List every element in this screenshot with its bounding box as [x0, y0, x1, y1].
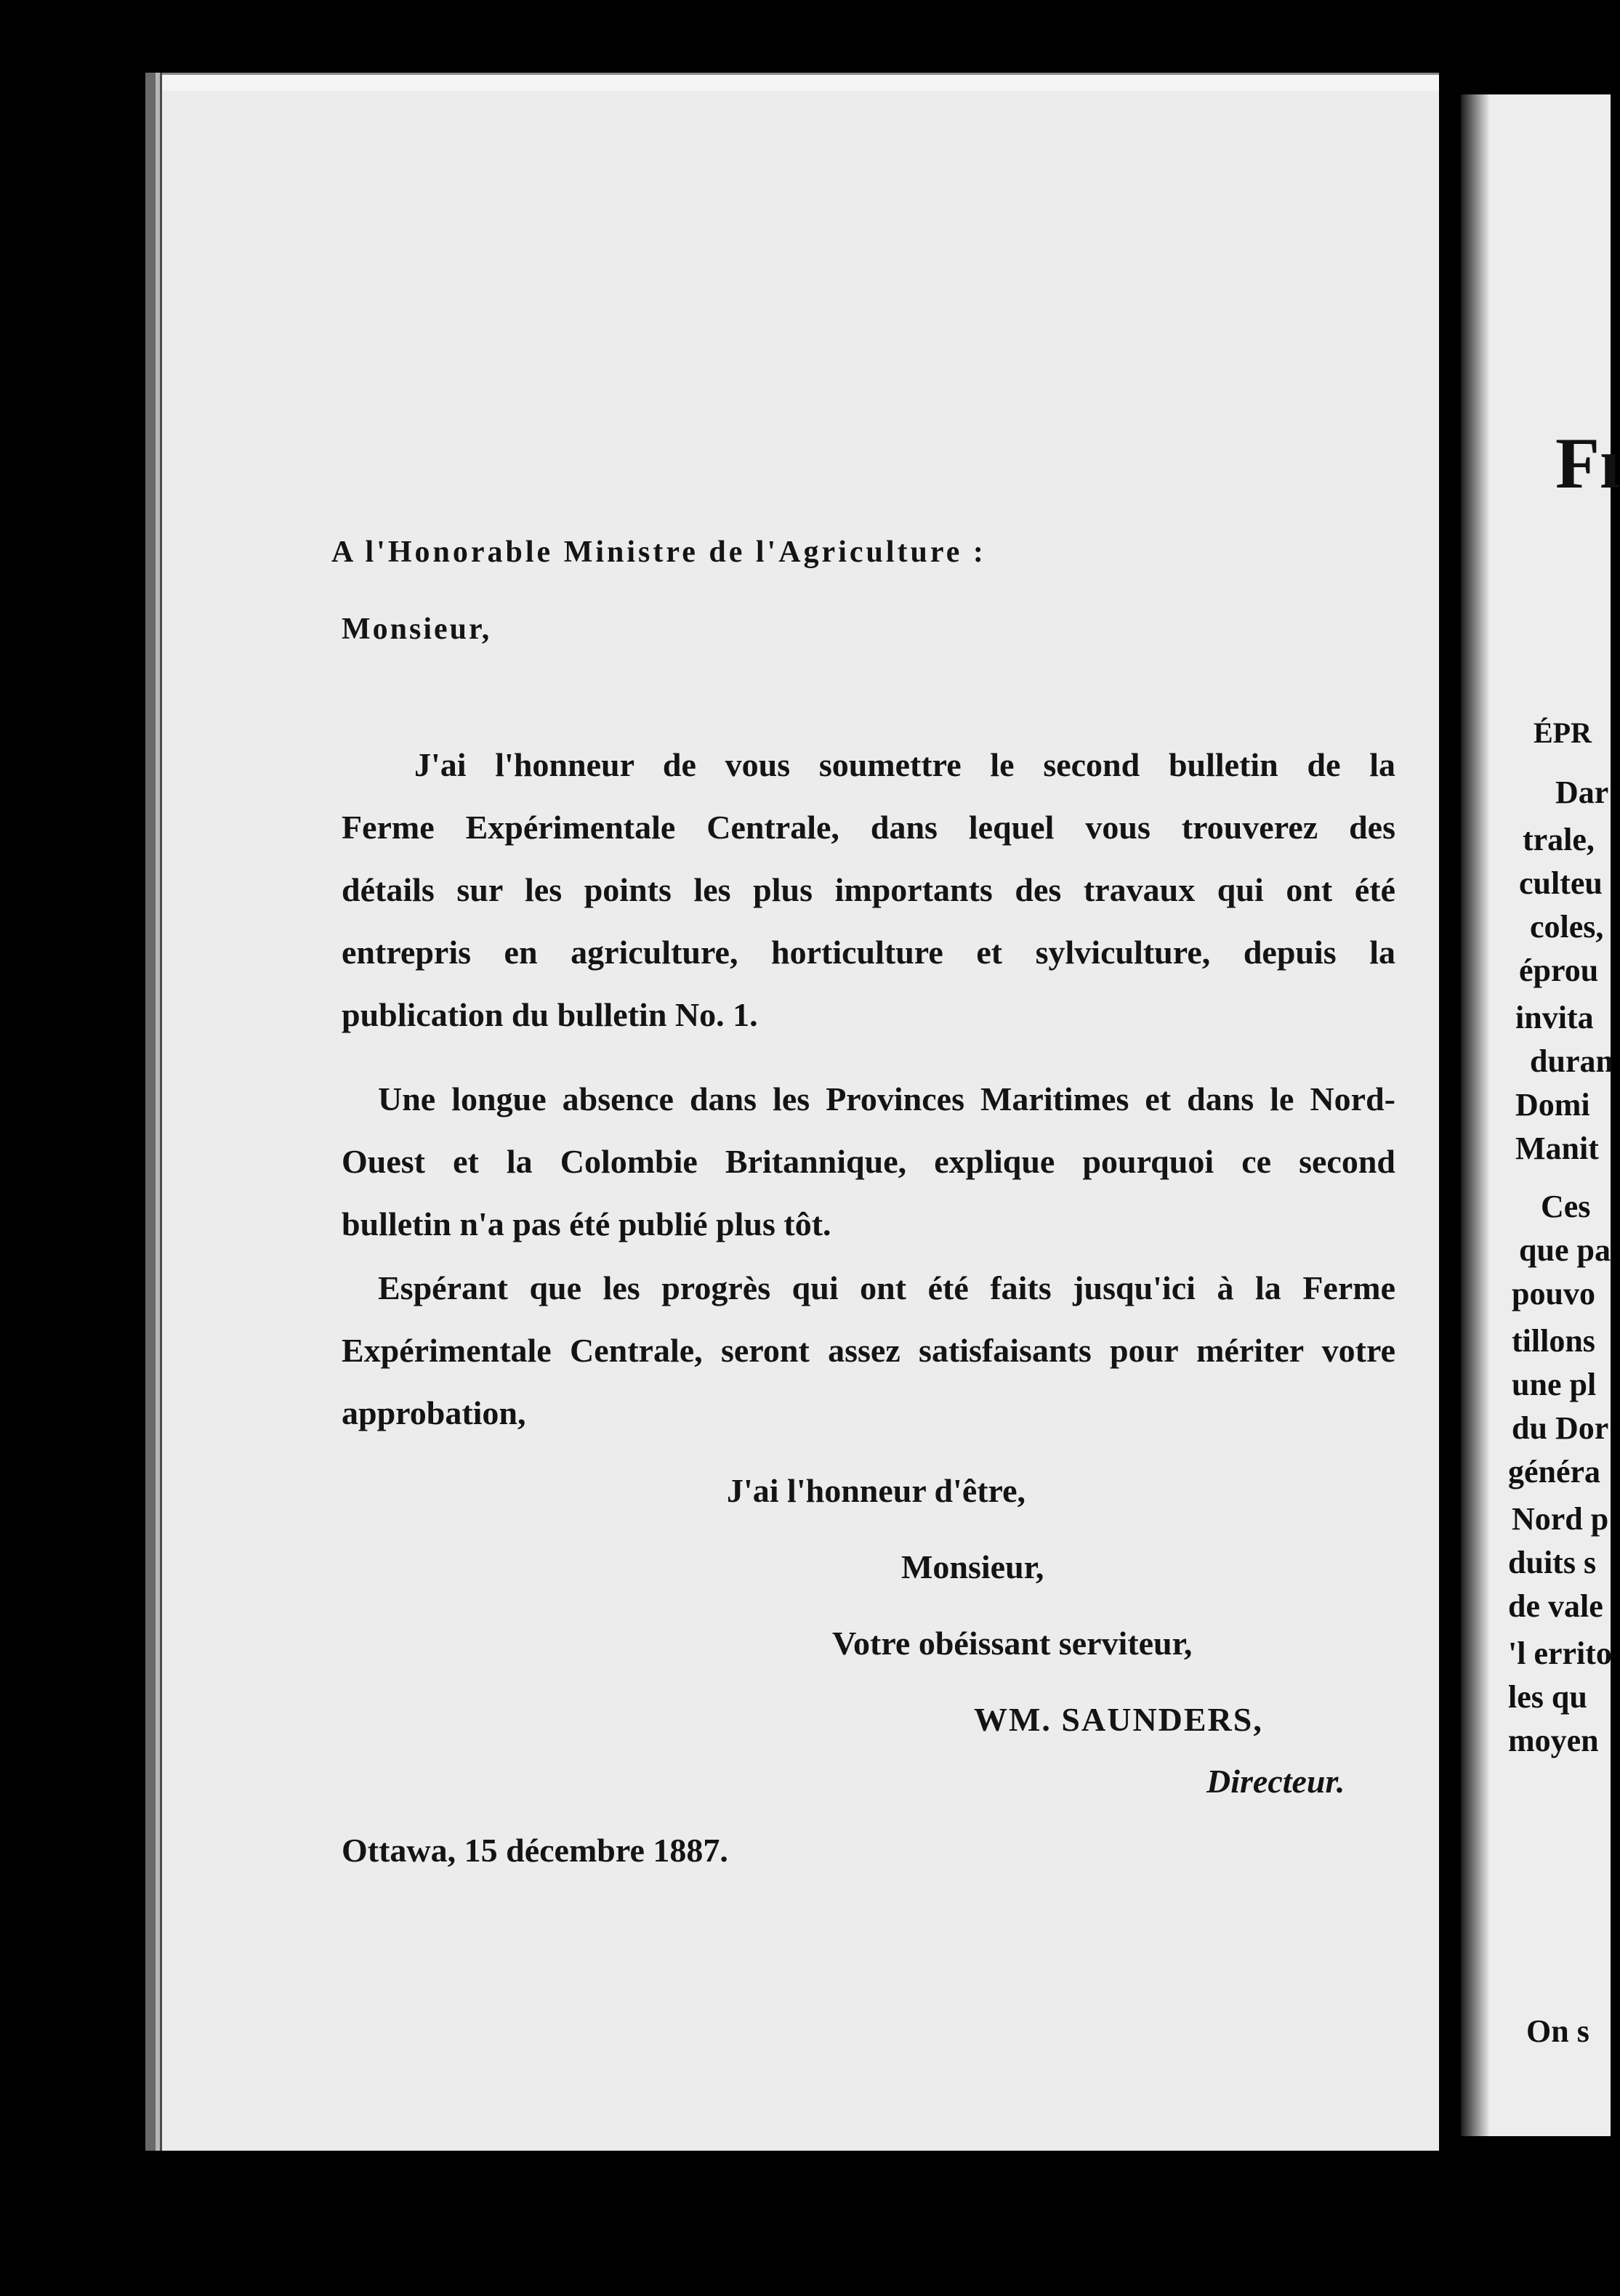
letter-date: Ottawa, 15 décembre 1887. — [342, 1832, 728, 1869]
paragraph-line: J'ai l'honneur de vous soumettre le second bulletin de la — [414, 746, 1395, 783]
right-page-footer: On s — [1526, 2013, 1589, 2049]
right-page-line: une pl — [1512, 1367, 1597, 1402]
right-page-line: 'l errito — [1508, 1636, 1612, 1671]
paragraph-line: Expérimentale Centrale, seront assez satisfaisants pour mériter votre — [342, 1332, 1395, 1369]
paragraph-line: Une longue absence dans les Provinces Maritimes et dans le Nord- — [378, 1080, 1395, 1117]
book-gutter — [1439, 0, 1461, 2296]
greeting: Monsieur, — [342, 613, 492, 646]
right-page-line: Nord p — [1512, 1501, 1609, 1537]
right-page-line: trale, — [1523, 822, 1595, 857]
right-page-line: les qu — [1508, 1679, 1587, 1715]
right-page-line: de vale — [1508, 1588, 1603, 1624]
right-page-line: éprou — [1519, 953, 1599, 988]
right-page-line: coles, — [1530, 909, 1604, 945]
closing-serviteur: Votre obéissant serviteur, — [832, 1625, 1193, 1662]
right-page-line: Dar — [1555, 775, 1609, 810]
right-page-line: invita — [1515, 1000, 1594, 1035]
right-page-line: Domi — [1515, 1087, 1590, 1123]
right-page-line: du Dor — [1512, 1410, 1609, 1446]
paragraph — [342, 1257, 1395, 1444]
closing-greeting: Monsieur, — [901, 1548, 1044, 1585]
right-page-line: Manit — [1515, 1131, 1599, 1166]
signature-name: WM. SAUNDERS, — [974, 1701, 1263, 1738]
paragraph-line: détails sur les points les plus importants des travaux qui ont été — [342, 871, 1395, 908]
right-page-line: culteu — [1519, 865, 1603, 901]
paragraph-line: bulletin n'a pas été publié plus tôt. — [342, 1205, 831, 1242]
right-page-line: généra — [1508, 1454, 1601, 1489]
page-edge-stack — [160, 73, 162, 2151]
signature-title: Directeur. — [1206, 1763, 1345, 1800]
right-page-line: que pa — [1519, 1232, 1611, 1268]
right-page-line: tillons — [1512, 1323, 1595, 1359]
paragraph-line: Ferme Expérimentale Centrale, dans lequel vous trouverez des — [342, 809, 1395, 846]
paragraph-line: entrepris en agriculture, horticulture et sylviculture, depuis la — [342, 934, 1395, 971]
page-top-edge — [145, 73, 1439, 91]
right-page-subhead: ÉPR — [1534, 716, 1592, 749]
right-page — [1461, 94, 1620, 2136]
paragraph-line: approbation, — [342, 1394, 526, 1431]
right-page-line: moyen — [1508, 1723, 1599, 1758]
right-page-line: duran — [1530, 1043, 1613, 1079]
paragraph — [342, 734, 1395, 1046]
paragraph-line: Ouest et la Colombie Britannique, explique pourquoi ce second — [342, 1143, 1395, 1180]
right-page-shadow — [1461, 94, 1490, 2136]
paragraph-line: Espérant que les progrès qui ont été faits jusqu'ici à la Ferme — [378, 1269, 1395, 1306]
right-page-heading: Fı — [1555, 423, 1620, 504]
paragraph — [342, 1068, 1395, 1256]
right-page-line: pouvo — [1512, 1276, 1595, 1311]
right-page-line: Ces — [1541, 1189, 1591, 1224]
paragraph-line: publication du bulletin No. 1. — [342, 996, 758, 1033]
closing-phrase: J'ai l'honneur d'être, — [727, 1472, 1026, 1509]
page-edge-stack — [145, 73, 156, 2151]
right-page-line: duits s — [1508, 1545, 1597, 1580]
left-page — [145, 73, 1439, 2151]
salutation-heading: A l'Honorable Ministre de l'Agriculture : — [331, 535, 986, 569]
